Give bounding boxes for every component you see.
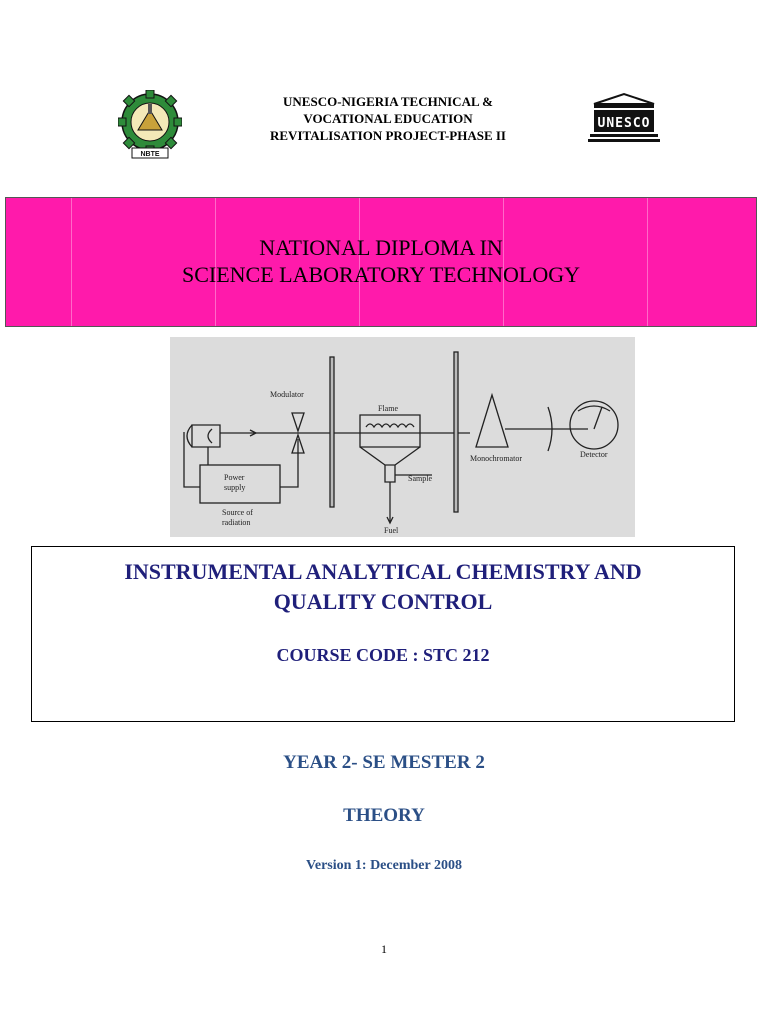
- flame-burner: [360, 415, 420, 447]
- label-radiation: radiation: [222, 518, 251, 527]
- label-power: Power: [224, 473, 245, 482]
- project-header: [200, 93, 576, 144]
- nbte-logo: [118, 90, 182, 160]
- label-monochromator: Monochromator: [470, 454, 522, 463]
- source-lamp: [192, 425, 220, 447]
- aas-diagram: [170, 337, 635, 537]
- course-title-line-1: INSTRUMENTAL ANALYTICAL CHEMISTRY AND: [124, 559, 642, 584]
- program-title: [6, 234, 756, 288]
- detector-dial: [570, 401, 618, 449]
- label-source: Source of: [222, 508, 253, 517]
- course-title-line-2: QUALITY CONTROL: [273, 589, 493, 614]
- label-detector: Detector: [580, 450, 608, 459]
- modulator-blade: [292, 413, 304, 431]
- course-info-box: [31, 546, 735, 722]
- unesco-logo-text: UNESCO: [597, 116, 651, 131]
- header-line-3: REVITALISATION PROJECT-PHASE II: [270, 128, 506, 143]
- header-line-2: VOCATIONAL EDUCATION: [303, 111, 473, 126]
- course-title: [32, 557, 734, 617]
- program-banner: [5, 197, 757, 327]
- label-sample: Sample: [408, 474, 432, 483]
- year-semester: YEAR 2- SE MESTER 2: [283, 752, 485, 773]
- label-supply: supply: [224, 483, 246, 492]
- nbte-logo-text: NBTE: [140, 151, 160, 158]
- label-flame: Flame: [378, 404, 398, 413]
- label-fuel: Fuel: [384, 526, 399, 535]
- version-label: Version 1: December 2008: [306, 858, 462, 873]
- page-number: 1: [381, 942, 387, 956]
- program-title-line-2: SCIENCE LABORATORY TECHNOLOGY: [181, 262, 581, 287]
- unesco-logo: [586, 92, 662, 146]
- label-modulator: Modulator: [270, 390, 304, 399]
- monochromator-prism: [476, 395, 508, 447]
- slit-1: [330, 357, 334, 507]
- course-code: COURSE CODE : STC 212: [276, 645, 490, 665]
- program-title-line-1: NATIONAL DIPLOMA IN: [259, 235, 503, 260]
- slit-2: [454, 352, 458, 512]
- header-line-1: UNESCO-NIGERIA TECHNICAL &: [283, 94, 493, 109]
- theory-label: THEORY: [343, 805, 425, 826]
